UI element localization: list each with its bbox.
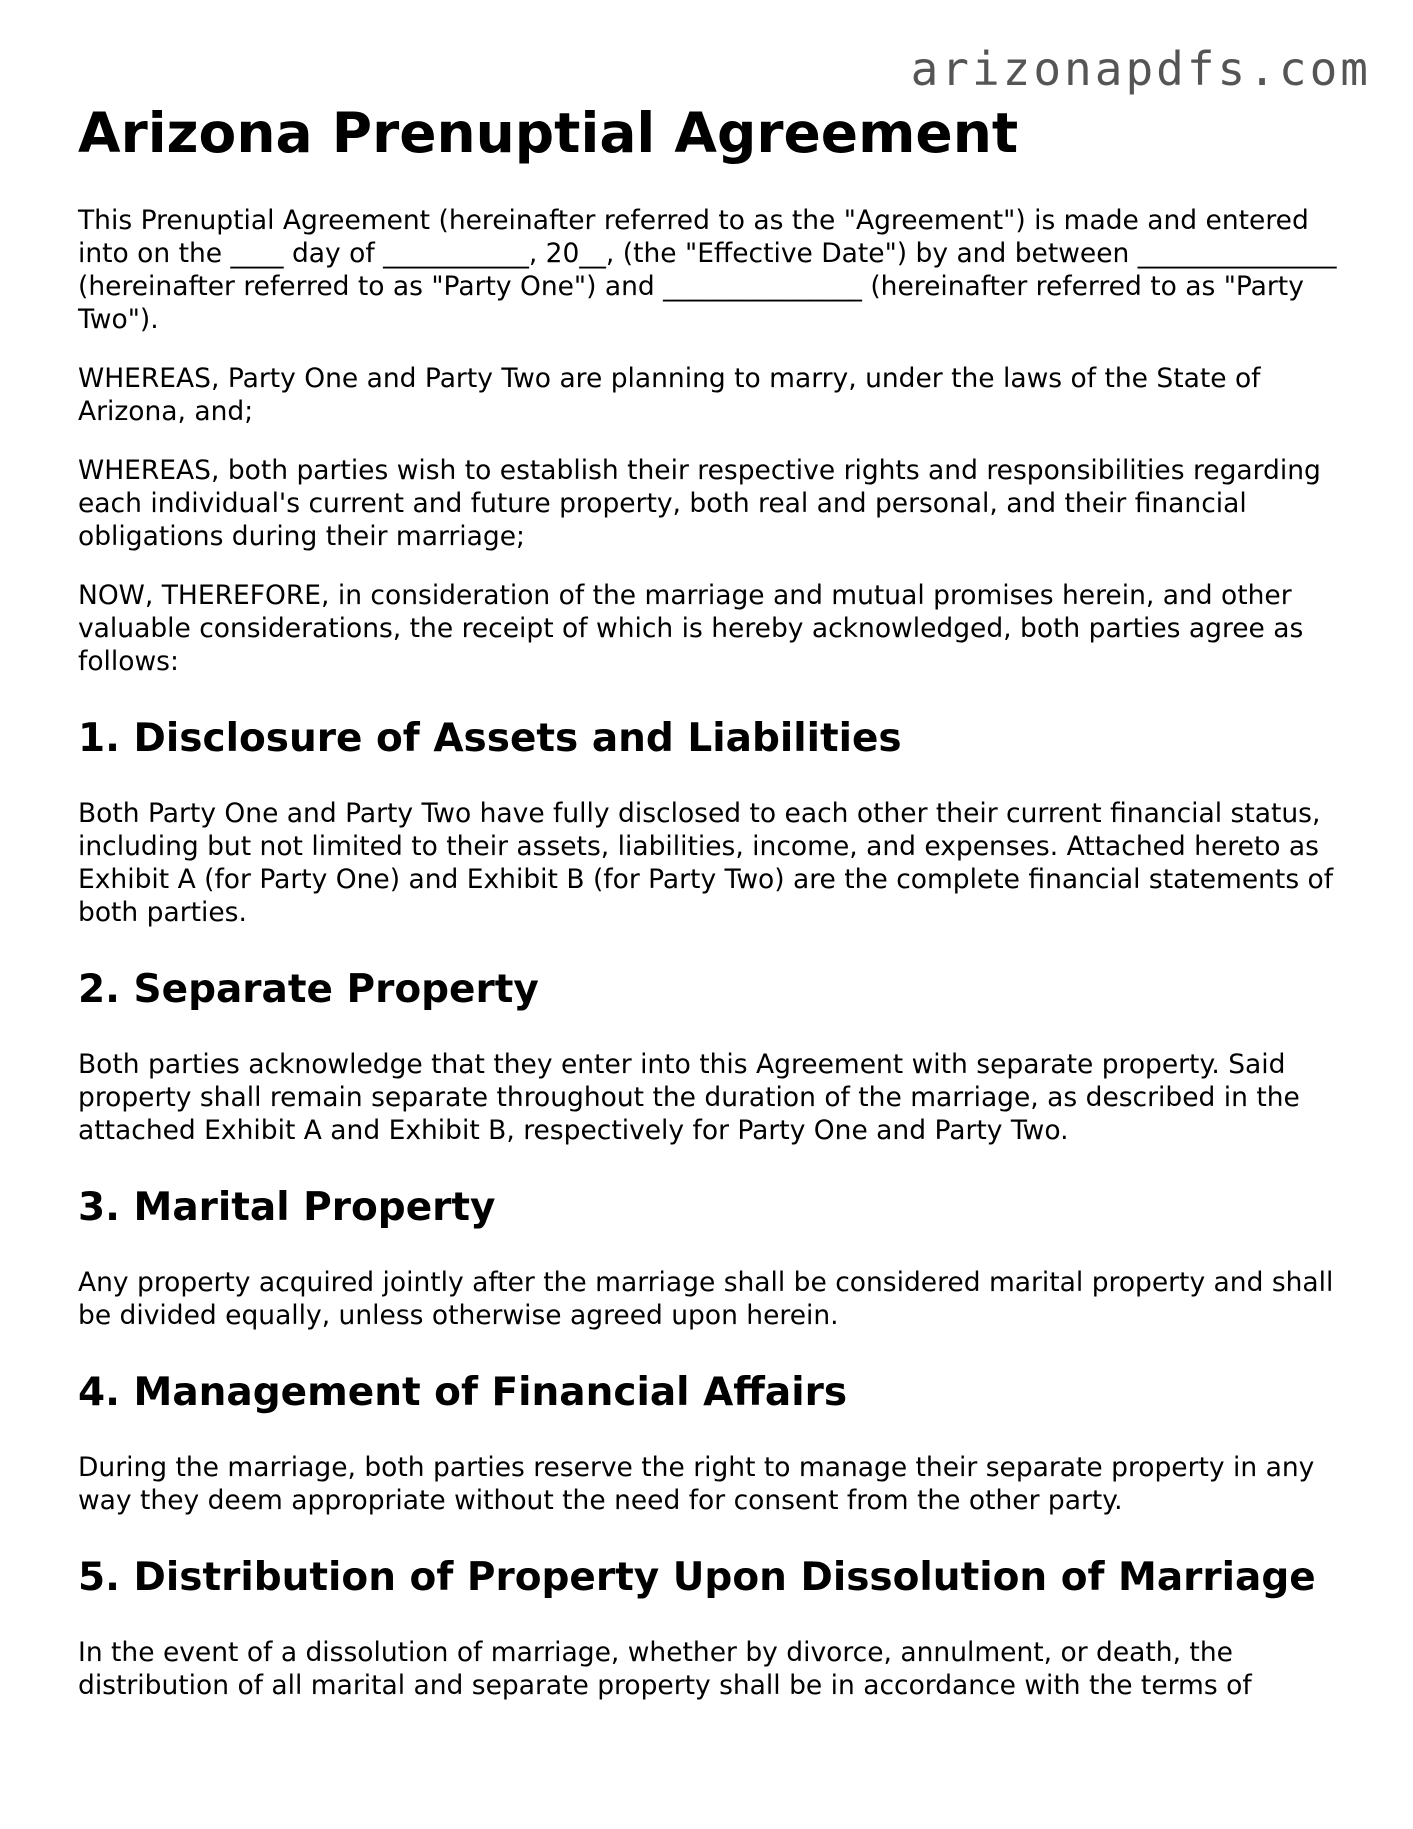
section-heading-separate-property: 2. Separate Property (78, 967, 539, 1012)
whereas-rights-paragraph: WHEREAS, both parties wish to establish their respective rights and responsibilities regarding each individual's current and future property, both real and personal, and their financial obligations during their marriage; (78, 455, 1321, 552)
section-body-marital-property: Any property acquired jointly after the marriage shall be considered marital property and shall be divided equally, unless otherwise agreed upon herein. (78, 1267, 1334, 1331)
section-body-separate-property: Both parties acknowledge that they enter into this Agreement with separate property. Said property shall remain separate throughout the duration of the marriage, as described in the attached Exhibit A and Exhibit B, respectively for Party One and Party Two. (78, 1049, 1300, 1146)
whereas-marry-paragraph: WHEREAS, Party One and Party Two are planning to marry, under the laws of the State of Arizona, and; (78, 363, 1261, 427)
intro-paragraph: This Prenuptial Agreement (hereinafter referred to as the "Agreement") is made and entered into on the ____ day of ___________, 20__, (the "Effective Date") by and between _______________ (hereinafter referred to as "Party One") and _______________ (hereinafter referred to as "Party Two"). (78, 205, 1337, 335)
section-heading-financial-affairs: 4. Management of Financial Affairs (78, 1370, 848, 1415)
document-title: Arizona Prenuptial Agreement (78, 101, 1019, 165)
now-therefore-paragraph: NOW, THEREFORE, in consideration of the marriage and mutual promises herein, and other valuable considerations, the receipt of which is hereby acknowledged, both parties agree as follows: (78, 580, 1304, 677)
section-body-financial-affairs: During the marriage, both parties reserve the right to manage their separate property in any way they deem appropriate without the need for consent from the other party. (78, 1452, 1315, 1516)
section-heading-marital-property: 3. Marital Property (78, 1185, 496, 1230)
section-body-disclosure: Both Party One and Party Two have fully disclosed to each other their current financial status, including but not limited to their assets, liabilities, income, and expenses. Attached hereto as Exhibit A (for Party One) and Exhibit B (for Party Two) are the complete financial statements of both parties. (78, 798, 1334, 928)
section-heading-distribution: 5. Distribution of Property Upon Dissolution of Marriage (78, 1555, 1316, 1600)
document-page (78, 100, 1340, 1728)
site-watermark: arizonapdfs.com (910, 42, 1371, 96)
section-heading-disclosure: 1. Disclosure of Assets and Liabilities (78, 716, 902, 761)
section-body-distribution: In the event of a dissolution of marriage, whether by divorce, annulment, or death, the distribution of all marital and separate property shall be in accordance with the terms of (78, 1637, 1252, 1701)
